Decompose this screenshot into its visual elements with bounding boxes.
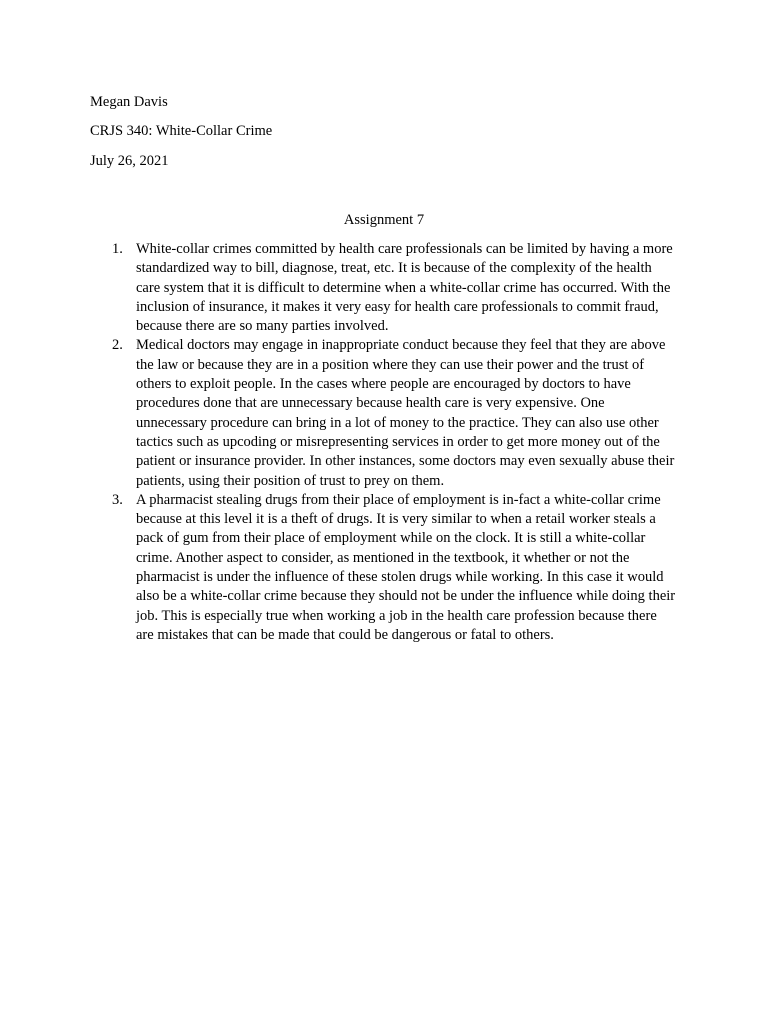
answer-number: 3.: [112, 491, 123, 508]
answer-text: A pharmacist stealing drugs from their place of employment is in-fact a white-collar crime because at this level it is a theft of drugs. It is very similar to when a retail worker steals a pack of gum from their place of employment while on the clock. It is still a white-collar crime. Another aspect to consider, as mentioned in the textbook, it whether or not the pharmacist is under the influence of these stolen drugs while working. In this case it would also be a white-collar crime because they should not be under the influence while doing their job. This is especially true when working a job in the health care profession because there are mistakes that can be made that could be dangerous or fatal to others.: [136, 491, 676, 643]
answer-list: [112, 240, 678, 645]
answer-text: Medical doctors may engage in inappropriate conduct because they feel that they are above the law or because they are in a position where they can use their power and the trust of others to exploit people. In the cases where people are encouraged by doctors to have procedures done that are unnecessary because health care is very expensive. One unnecessary procedure can bring in a lot of money to the practice. They can also use other tactics such as upcoding or misrepresenting services in order to get more money out of the patient or insurance provider. In other instances, some doctors may even sexually abuse their patients, using their position of trust to prey on them.: [136, 337, 675, 489]
answer-text: White-collar crimes committed by health care professionals can be limited by having a more standardized way to bill, diagnose, treat, etc. It is because of the complexity of the health care system that it is difficult to determine when a white-collar crime has occurred. With the inclusion of insurance, it makes it very easy for health care professionals to commit fraud, because there are so many parties involved.: [136, 241, 673, 335]
answer-number: 1.: [112, 241, 123, 257]
answer-item-3: [112, 491, 678, 645]
answer-number: 2.: [112, 337, 123, 354]
answer-item-2: [112, 336, 678, 490]
answer-item-1: [112, 240, 678, 336]
document-date: July 26, 2021: [90, 153, 169, 169]
document-title: Assignment 7: [343, 212, 425, 228]
course-name: CRJS 340: White-Collar Crime: [90, 123, 273, 139]
author-name: Megan Davis: [90, 94, 168, 110]
